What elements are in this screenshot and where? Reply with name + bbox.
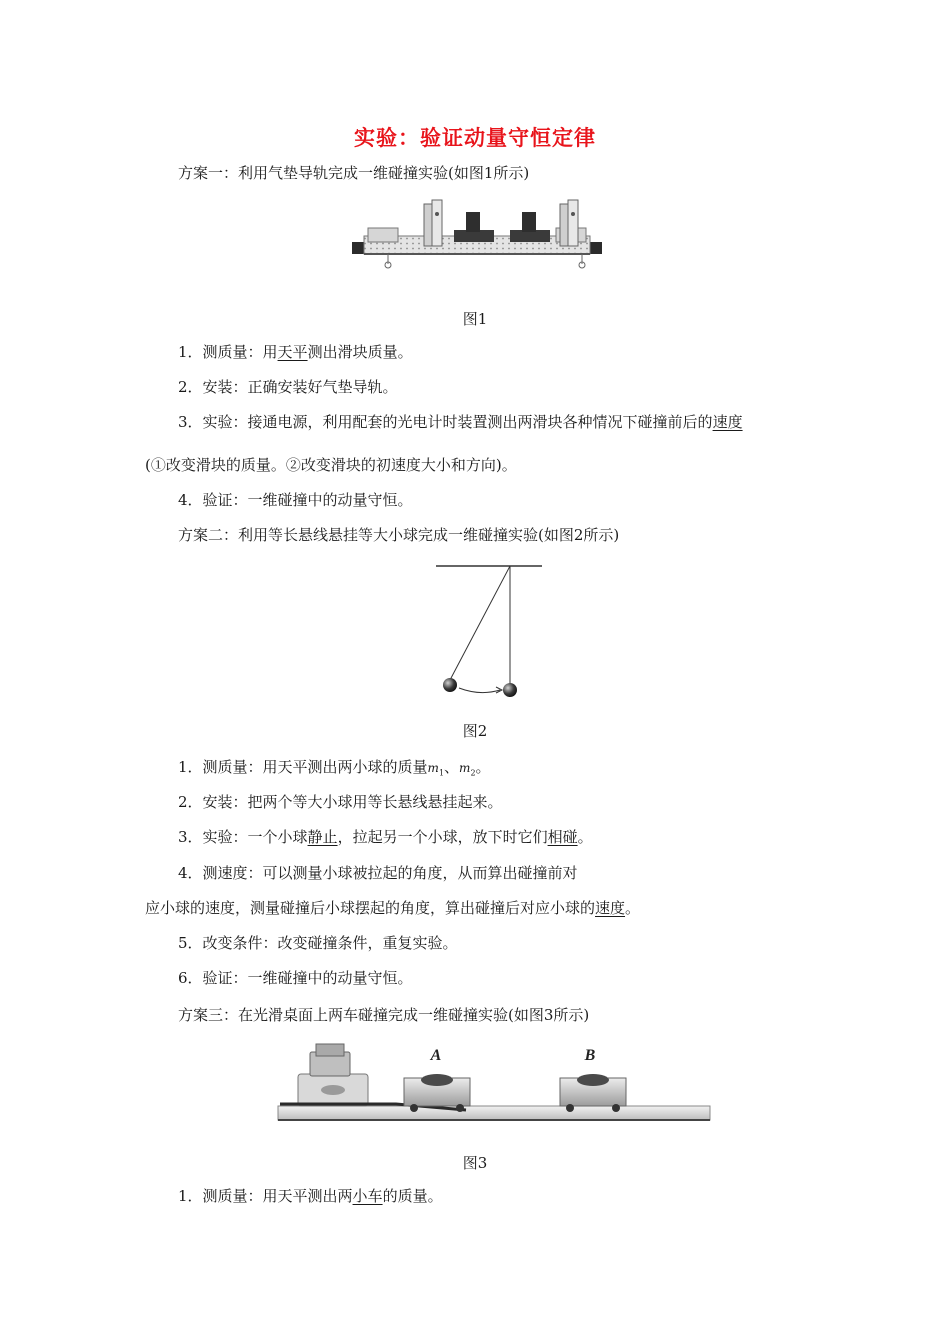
plan2-step6: 6．验证：一维碰撞中的动量守恒。 — [178, 969, 413, 987]
ball-right — [503, 683, 517, 697]
plan2-step3: 3．实验：一个小球静止，拉起另一个小球，放下时它们相碰。 — [178, 828, 593, 846]
plan1-step4: 4．验证：一维碰撞中的动量守恒。 — [178, 491, 413, 509]
plan2-step2: 2．安装：把两个等大小球用等长悬线悬挂起来。 — [178, 793, 503, 811]
plan1-heading: 方案一：利用气垫导轨完成一维碰撞实验(如图1所示) — [178, 164, 530, 182]
plan1-step3: 3．实验：接通电源，利用配套的光电计时装置测出两滑块各种情况下碰撞前后的速度 — [178, 413, 743, 431]
plan3-step1: 1．测质量：用天平测出两小车的质量。 — [178, 1187, 443, 1205]
figure-2-caption: 图2 — [462, 722, 488, 740]
plan2-step1: 1．测质量：用天平测出两小球的质量$m_1$、$m_2$。 — [178, 758, 491, 778]
plan2-step4: 4．测速度：可以测量小球被拉起的角度，从而算出碰撞前对 — [178, 864, 578, 882]
ball-left — [443, 678, 457, 692]
plan2-step5: 5．改变条件：改变碰撞条件，重复实验。 — [178, 934, 458, 952]
plan3-heading: 方案三：在光滑桌面上两车碰撞完成一维碰撞实验(如图3所示) — [178, 1006, 590, 1024]
figure-1-air-track — [350, 196, 605, 270]
cart-b-label: B — [584, 1047, 596, 1064]
plan1-step1: 1．测质量：用天平测出滑块质量。 — [178, 343, 413, 361]
figure-3-caption: 图3 — [462, 1154, 488, 1172]
plan1-step2: 2．安装：正确安装好气垫导轨。 — [178, 378, 398, 396]
plan1-step3-continued: (①改变滑块的质量。②改变滑块的初速度大小和方向)。 — [145, 456, 517, 474]
figure-2-pendulum — [430, 560, 550, 700]
figure-3-carts — [276, 1038, 712, 1124]
plan2-heading: 方案二：利用等长悬线悬挂等大小球完成一维碰撞实验(如图2所示) — [178, 526, 620, 544]
figure-1-caption: 图1 — [462, 310, 488, 328]
cart-a-label: A — [430, 1047, 442, 1064]
plan2-step4-continued: 应小球的速度，测量碰撞后小球摆起的角度，算出碰撞后对应小球的速度。 — [145, 899, 641, 917]
page-title: 实验：验证动量守恒定律 — [354, 126, 596, 150]
